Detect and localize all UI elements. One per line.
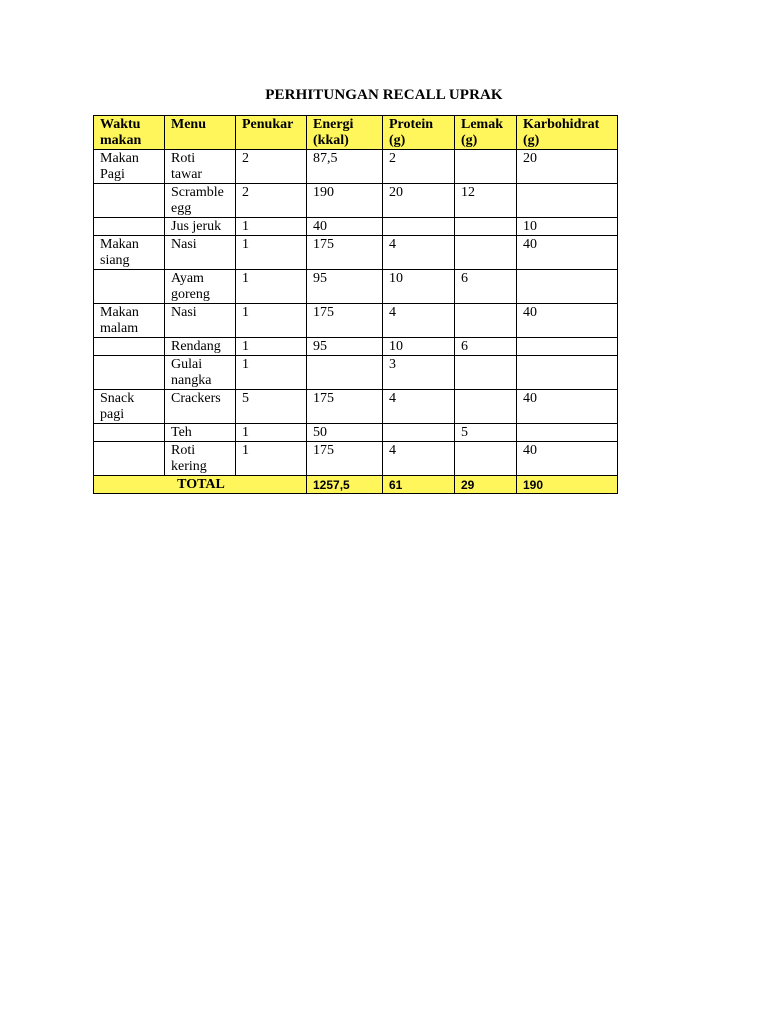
cell-protein: [383, 218, 455, 236]
cell-menu: [165, 390, 236, 424]
cell-karbohidrat: 20: [517, 150, 618, 184]
cell-energi: 95: [307, 270, 383, 304]
cell-menu-line: Roti: [171, 151, 196, 166]
cell-protein: 4: [383, 236, 455, 270]
cell-karbohidrat: [517, 338, 618, 356]
cell-penukar: 1: [236, 304, 307, 338]
cell-karbohidrat: 40: [517, 304, 618, 338]
cell-karbohidrat: [517, 270, 618, 304]
cell-protein: 3: [383, 356, 455, 390]
cell-energi: 50: [307, 424, 383, 442]
table-row: [94, 356, 618, 390]
cell-karbohidrat: 40: [517, 442, 618, 476]
cell-lemak: [455, 356, 517, 390]
cell-protein: 10: [383, 270, 455, 304]
cell-waktu: [94, 390, 165, 424]
document-title: PERHITUNGAN RECALL UPRAK: [265, 87, 503, 103]
cell-menu-line: Scramble: [171, 185, 224, 200]
cell-lemak: [455, 150, 517, 184]
cell-menu-line: Roti: [171, 443, 196, 458]
cell-penukar: 2: [236, 150, 307, 184]
cell-energi: 95: [307, 338, 383, 356]
cell-lemak: 5: [455, 424, 517, 442]
cell-energi: 175: [307, 304, 383, 338]
cell-waktu: [94, 184, 165, 218]
cell-menu-line: goreng: [171, 287, 210, 302]
cell-waktu-line: siang: [100, 253, 130, 268]
cell-lemak: [455, 218, 517, 236]
cell-energi: 175: [307, 390, 383, 424]
cell-waktu: [94, 304, 165, 338]
total-energi: 1257,5: [307, 476, 383, 494]
cell-penukar: 1: [236, 442, 307, 476]
cell-menu: [165, 236, 236, 270]
header-karbohidrat: Karbohidrat (g): [517, 116, 618, 150]
cell-karbohidrat: 40: [517, 390, 618, 424]
cell-menu: [165, 218, 236, 236]
cell-waktu: [94, 270, 165, 304]
cell-lemak: 12: [455, 184, 517, 218]
cell-lemak: 6: [455, 338, 517, 356]
cell-menu-line: egg: [171, 201, 192, 216]
cell-protein: [383, 424, 455, 442]
cell-karbohidrat: 40: [517, 236, 618, 270]
cell-penukar: 1: [236, 356, 307, 390]
cell-menu-line: Teh: [171, 425, 192, 440]
cell-waktu-line: malam: [100, 321, 139, 336]
cell-lemak: [455, 390, 517, 424]
total-label: TOTAL: [94, 476, 307, 494]
table-row: [94, 390, 618, 424]
table-row: [94, 424, 618, 442]
cell-menu: [165, 184, 236, 218]
cell-protein: 4: [383, 442, 455, 476]
total-row: [94, 476, 618, 494]
table-row: [94, 338, 618, 356]
total-lemak: 29: [455, 476, 517, 494]
cell-protein: 2: [383, 150, 455, 184]
cell-lemak: [455, 236, 517, 270]
cell-energi: [307, 356, 383, 390]
cell-menu: [165, 424, 236, 442]
cell-waktu-line: Snack: [100, 391, 135, 406]
cell-protein: 4: [383, 304, 455, 338]
cell-menu-line: Nasi: [171, 305, 197, 320]
cell-menu: [165, 270, 236, 304]
cell-waktu-line: Makan: [100, 305, 139, 320]
cell-menu-line: Jus jeruk: [171, 219, 222, 234]
cell-waktu: [94, 218, 165, 236]
cell-penukar: 2: [236, 184, 307, 218]
table-row: [94, 442, 618, 476]
cell-menu: [165, 356, 236, 390]
cell-protein: 20: [383, 184, 455, 218]
table-row: [94, 184, 618, 218]
table-body: [94, 150, 618, 476]
table-row: [94, 236, 618, 270]
cell-waktu: [94, 338, 165, 356]
cell-menu: [165, 150, 236, 184]
cell-protein: 10: [383, 338, 455, 356]
table-row: [94, 218, 618, 236]
cell-karbohidrat: [517, 184, 618, 218]
cell-energi: 175: [307, 442, 383, 476]
cell-karbohidrat: 10: [517, 218, 618, 236]
cell-penukar: 1: [236, 424, 307, 442]
total-karbohidrat: 190: [517, 476, 618, 494]
cell-waktu: [94, 356, 165, 390]
header-waktu-makan: Waktu makan: [94, 116, 165, 150]
cell-karbohidrat: [517, 424, 618, 442]
cell-protein: 4: [383, 390, 455, 424]
cell-waktu-line: pagi: [100, 407, 125, 422]
total-protein: 61: [383, 476, 455, 494]
cell-menu-line: nangka: [171, 373, 212, 388]
cell-waktu: [94, 236, 165, 270]
table-row: [94, 270, 618, 304]
cell-energi: 175: [307, 236, 383, 270]
cell-waktu: [94, 150, 165, 184]
cell-lemak: 6: [455, 270, 517, 304]
cell-waktu-line: Makan: [100, 151, 139, 166]
cell-energi: 40: [307, 218, 383, 236]
cell-karbohidrat: [517, 356, 618, 390]
cell-menu-line: tawar: [171, 167, 203, 182]
cell-penukar: 1: [236, 270, 307, 304]
header-row: [94, 116, 618, 150]
cell-lemak: [455, 442, 517, 476]
cell-menu: [165, 304, 236, 338]
header-protein: Protein (g): [383, 116, 455, 150]
cell-energi: 190: [307, 184, 383, 218]
cell-menu-line: Nasi: [171, 237, 197, 252]
cell-lemak: [455, 304, 517, 338]
cell-waktu: [94, 424, 165, 442]
cell-menu: [165, 338, 236, 356]
cell-penukar: 1: [236, 338, 307, 356]
header-energi: Energi (kkal): [307, 116, 383, 150]
cell-menu-line: Rendang: [171, 339, 221, 354]
header-penukar: Penukar: [236, 116, 307, 150]
cell-penukar: 5: [236, 390, 307, 424]
header-lemak: Lemak (g): [455, 116, 517, 150]
table-row: [94, 150, 618, 184]
header-menu: Menu: [165, 116, 236, 150]
cell-menu-line: Ayam: [171, 271, 204, 286]
recall-table: [93, 115, 618, 494]
table-row: [94, 304, 618, 338]
cell-waktu: [94, 442, 165, 476]
cell-menu-line: kering: [171, 459, 207, 474]
cell-penukar: 1: [236, 218, 307, 236]
cell-menu-line: Gulai: [171, 357, 203, 372]
cell-menu-line: Crackers: [171, 391, 221, 406]
cell-penukar: 1: [236, 236, 307, 270]
cell-energi: 87,5: [307, 150, 383, 184]
cell-menu: [165, 442, 236, 476]
cell-waktu-line: Makan: [100, 237, 139, 252]
cell-waktu-line: Pagi: [100, 167, 125, 182]
